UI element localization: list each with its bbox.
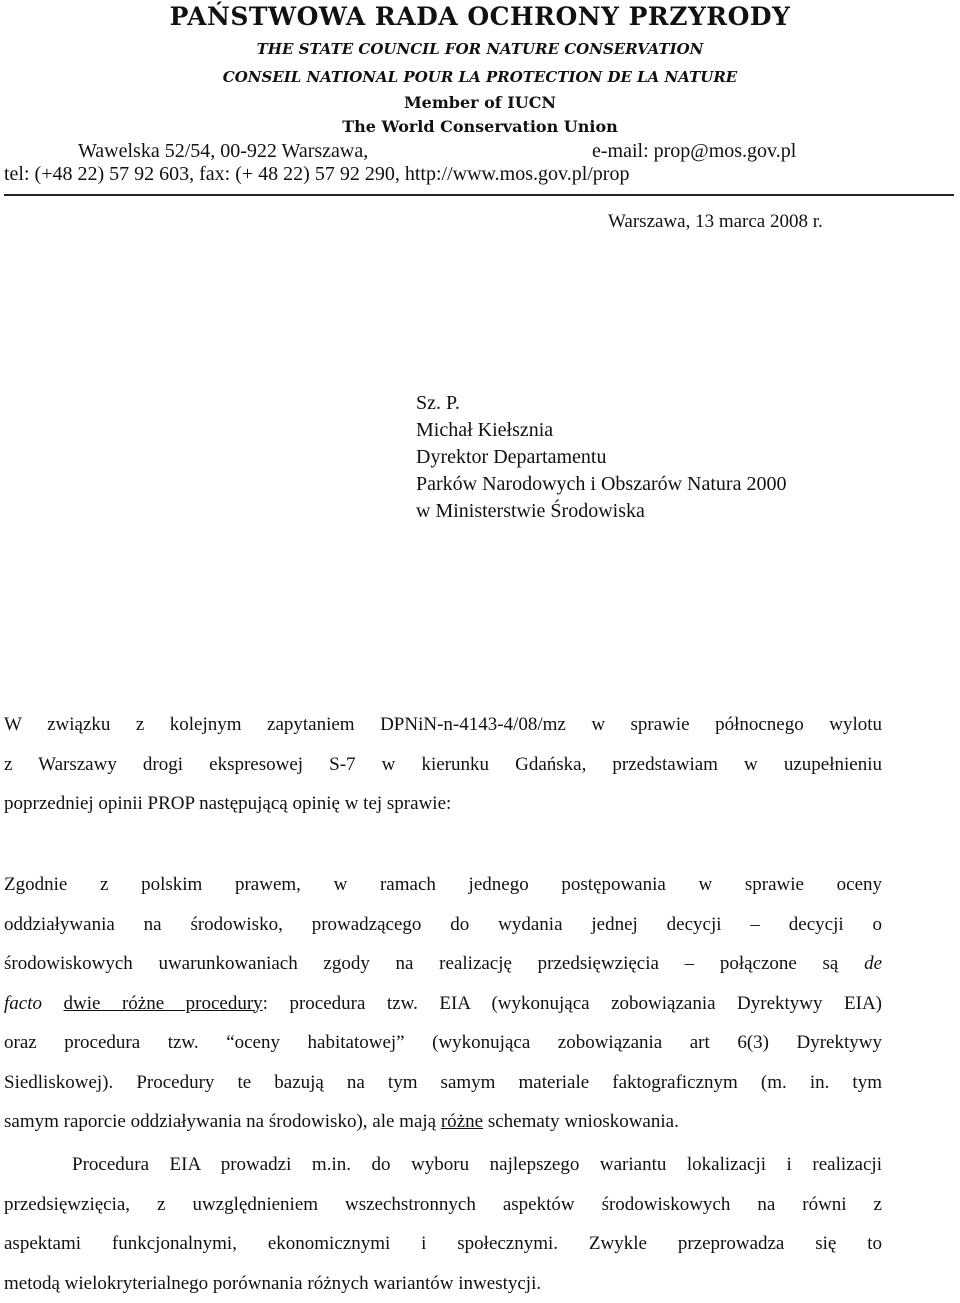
paragraph-1-line-2: z Warszawy drogi ekspresowej S-7 w kierunku Gdańska, przedstawiam w uzupełnieniu — [4, 745, 882, 785]
organization-name-english: THE STATE COUNCIL FOR NATURE CONSERVATION — [0, 40, 960, 58]
header-divider — [4, 194, 954, 196]
paragraph-2-underlined-phrase: dwie różne procedury — [64, 993, 263, 1014]
paragraph-2-line-1: Zgodnie z polskim prawem, w ramach jednego postępowania w sprawie oceny — [4, 865, 882, 905]
paragraph-2 — [4, 865, 882, 1142]
paragraph-3-line-2: przedsięwzięcia, z uwzględnieniem wszechstronnych aspektów środowiskowych na równi z — [4, 1185, 882, 1225]
paragraph-1 — [4, 705, 882, 824]
organization-name-french: CONSEIL NATIONAL POUR LA PROTECTION DE LA NATURE — [0, 68, 960, 86]
paragraph-1-line-1: W związku z kolejnym zapytaniem DPNiN-n-4143-4/08/mz w sprawie północnego wylotu — [4, 705, 882, 745]
paragraph-2-line-4 — [4, 984, 882, 1024]
paragraph-3-line-4: metodą wielokryterialnego porównania różnych wariantów inwestycji. — [4, 1264, 882, 1303]
union-line: The World Conservation Union — [0, 117, 960, 136]
paragraph-2-line-4-italic: facto — [4, 993, 42, 1014]
postal-address: Wawelska 52/54, 00-922 Warszawa, — [78, 140, 368, 163]
recipient-name: Michał Kiełsznia — [416, 417, 786, 444]
paragraph-2-line-3 — [4, 944, 882, 984]
paragraph-2-line-5: oraz procedura tzw. “oceny habitatowej” (wykonująca zobowiązania art 6(3) Dyrektywy — [4, 1023, 882, 1063]
paragraph-2-line-3-italic: de — [864, 953, 882, 974]
contact-line: tel: (+48 22) 57 92 603, fax: (+ 48 22) 57 92 290, http://www.mos.gov.pl/prop — [4, 163, 629, 186]
paragraph-2-line-3-text: środowiskowych uwarunkowaniach zgody na realizację przedsięwzięcia – połączone są — [4, 953, 838, 974]
membership-line: Member of IUCN — [0, 93, 960, 112]
paragraph-2-line-7-end: schematy wnioskowania. — [488, 1111, 679, 1132]
paragraph-2-line-7 — [4, 1102, 882, 1142]
paragraph-2-line-7-underlined: różne — [441, 1111, 483, 1132]
recipient-department: Parków Narodowych i Obszarów Natura 2000 — [416, 471, 786, 498]
paragraph-2-line-2: oddziaływania na środowisko, prowadzącego do wydania jednej decycji – decycji o — [4, 905, 882, 945]
paragraph-3 — [4, 1145, 882, 1303]
paragraph-1-line-3: poprzedniej opinii PROP następującą opinię w tej sprawie: — [4, 784, 882, 824]
recipient-block — [416, 390, 786, 525]
recipient-title: Dyrektor Departamentu — [416, 444, 786, 471]
recipient-ministry: w Ministerstwie Środowiska — [416, 498, 786, 525]
paragraph-3-line-3: aspektami funkcjonalnymi, ekonomicznymi i społecznymi. Zwykle przeprowadza się to — [4, 1224, 882, 1264]
recipient-salutation: Sz. P. — [416, 390, 786, 417]
letter-date: Warszawa, 13 marca 2008 r. — [608, 211, 823, 233]
organization-name-polish: PAŃSTWOWA RADA OCHRONY PRZYRODY — [0, 2, 960, 31]
email-address: e-mail: prop@mos.gov.pl — [592, 140, 796, 163]
paragraph-3-line-1: Procedura EIA prowadzi m.in. do wyboru najlepszego wariantu lokalizacji i realizacji — [4, 1145, 882, 1185]
paragraph-2-line-7-start: samym raporcie oddziaływania na środowisko), ale mają — [4, 1111, 436, 1132]
paragraph-2-line-6: Siedliskowej). Procedury te bazują na tym samym materiale faktograficznym (m. in. tym — [4, 1063, 882, 1103]
paragraph-2-line-4-rest: : procedura tzw. EIA (wykonująca zobowiązania Dyrektywy EIA) — [263, 993, 882, 1014]
